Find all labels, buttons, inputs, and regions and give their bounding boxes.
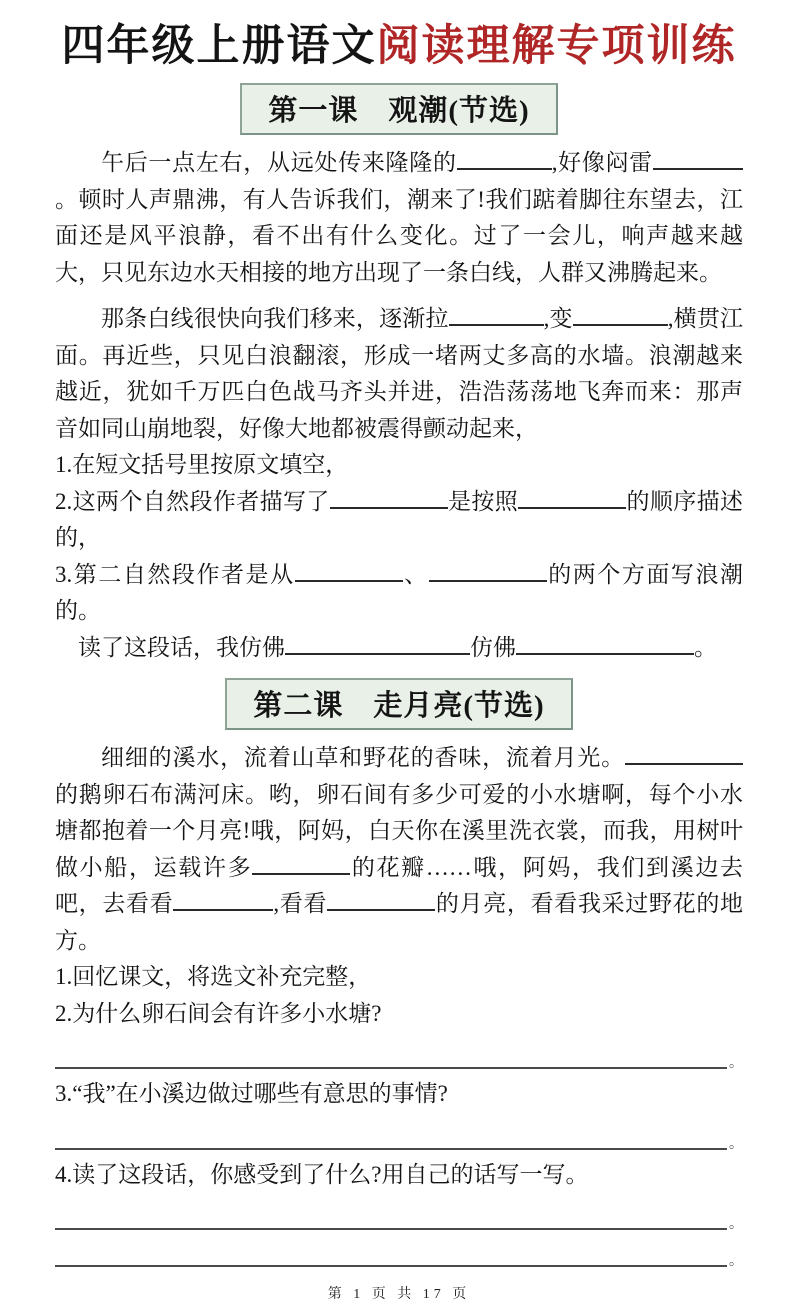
fill-in-blank[interactable] bbox=[518, 489, 626, 509]
text-segment: 、 bbox=[402, 561, 429, 587]
line-end-period: 。 bbox=[729, 1136, 743, 1152]
write-line[interactable] bbox=[55, 1067, 727, 1069]
text-segment: 是按照 bbox=[447, 488, 519, 514]
text-segment: 午后一点左右，从远处传来隆隆的 bbox=[101, 150, 457, 175]
text-segment: 那条白线很快向我们移来，逐渐拉 bbox=[101, 306, 449, 331]
lesson1-question-1: 1.在短文括号里按原文填空， bbox=[55, 452, 349, 477]
text-segment: 细细的溪水，流着山草和野花的香味，流着月光。 bbox=[101, 745, 625, 770]
page-title bbox=[55, 20, 743, 74]
fill-in-blank[interactable] bbox=[653, 150, 743, 170]
fill-in-blank[interactable] bbox=[252, 855, 350, 875]
fill-in-blank[interactable] bbox=[625, 745, 743, 765]
write-line[interactable] bbox=[55, 1148, 727, 1150]
text-segment: 。顿时人声鼎沸，有人告诉我们，潮来了!我们踮着脚往东望去，江面还是风平浪静，看不出有什么变化。过了一会儿，响声越来越大，只见东边水天相接的地方出现了一条白线，人群又沸腾起来。 bbox=[55, 186, 743, 285]
text-segment: ,变 bbox=[543, 306, 573, 331]
line-end-period: 。 bbox=[729, 1254, 743, 1269]
text-segment: ,看看 bbox=[273, 891, 328, 916]
lesson1-question-3 bbox=[55, 557, 743, 630]
lesson2-question-2: 2.为什么卵石间会有许多小水塘? bbox=[55, 1000, 382, 1026]
text-segment: 2.这两个自然段作者描写了 bbox=[55, 488, 330, 514]
text-segment: 的顺序描述的， bbox=[55, 488, 744, 550]
lesson1-question-2 bbox=[55, 484, 743, 557]
answer-line-2[interactable] bbox=[55, 1136, 743, 1152]
lesson2-question-4: 4.读了这段话，你感受到了什么?用自己的话写一写。 bbox=[55, 1161, 589, 1187]
fill-in-blank[interactable] bbox=[573, 306, 668, 326]
text-segment: ,横贯江面。再近些，只见白浪翻滚，形成一堵两丈多高的水墙。浪潮越来越近，犹如千万匹白色战马齐头并进，浩浩荡荡地飞奔而来：那声音如同山崩地裂，好像大地都被震得颤动起来， bbox=[55, 306, 744, 441]
text-segment: 仿佛 bbox=[470, 634, 516, 660]
fill-in-blank[interactable] bbox=[285, 635, 470, 655]
lesson1-header-row bbox=[55, 83, 743, 135]
lesson1-header: 第一课 观潮(节选) bbox=[240, 83, 557, 135]
title-black-part: 四年级上册语文 bbox=[61, 23, 377, 70]
text-segment: 的花瓣……哦，阿妈，我们到溪边去吧，去看看 bbox=[55, 854, 744, 916]
text-segment: 3.第二自然段作者是从 bbox=[55, 561, 295, 587]
fill-in-blank[interactable] bbox=[457, 150, 552, 170]
lesson2-header: 第二课 走月亮(节选) bbox=[225, 678, 572, 730]
fill-in-blank[interactable] bbox=[327, 891, 435, 911]
answer-line-1[interactable] bbox=[55, 1056, 743, 1071]
fill-in-blank[interactable] bbox=[429, 562, 547, 582]
text-segment: 。 bbox=[694, 634, 717, 660]
fill-in-blank[interactable] bbox=[295, 562, 403, 582]
write-line[interactable] bbox=[55, 1265, 727, 1267]
fill-in-blank[interactable] bbox=[330, 489, 448, 509]
write-line[interactable] bbox=[55, 1228, 727, 1230]
text-segment: 的两个方面写浪潮的。 bbox=[55, 561, 744, 623]
answer-line-3[interactable] bbox=[55, 1217, 743, 1232]
line-end-period: 。 bbox=[729, 1056, 743, 1071]
text-segment: 的鹅卵石布满河床。哟，卵石间有多少可爱的小水塘啊，每个小水塘都抱着一个月亮!哦，阿妈，白天你在溪里洗衣裳，而我，用树叶做小船，运载许多 bbox=[55, 781, 743, 880]
fill-in-blank[interactable] bbox=[173, 891, 273, 911]
text-segment: 的月亮，看看我采过野花的地方。 bbox=[55, 891, 744, 953]
text-segment: 读了这段话，我仿佛 bbox=[78, 634, 285, 660]
answer-line-4[interactable] bbox=[55, 1254, 743, 1269]
lesson1-paragraph-2 bbox=[55, 301, 743, 447]
lesson1-paragraph-1 bbox=[55, 145, 743, 291]
title-red-part: 阅读理解专项训练 bbox=[376, 23, 737, 70]
text-segment: ,好像闷雷 bbox=[551, 150, 654, 175]
lesson1-question-4 bbox=[55, 630, 743, 667]
fill-in-blank[interactable] bbox=[449, 306, 544, 326]
lesson2-paragraph-1 bbox=[55, 740, 743, 959]
page-number: 第 1 页 共 17 页 bbox=[327, 1287, 471, 1302]
lesson2-question-3: 3.“我”在小溪边做过哪些有意思的事情? bbox=[55, 1081, 448, 1106]
line-end-period: 。 bbox=[729, 1217, 743, 1232]
lesson2-question-1: 1.回忆课文，将选文补充完整， bbox=[55, 964, 372, 989]
fill-in-blank[interactable] bbox=[516, 635, 694, 655]
lesson2-header-row bbox=[55, 678, 743, 730]
